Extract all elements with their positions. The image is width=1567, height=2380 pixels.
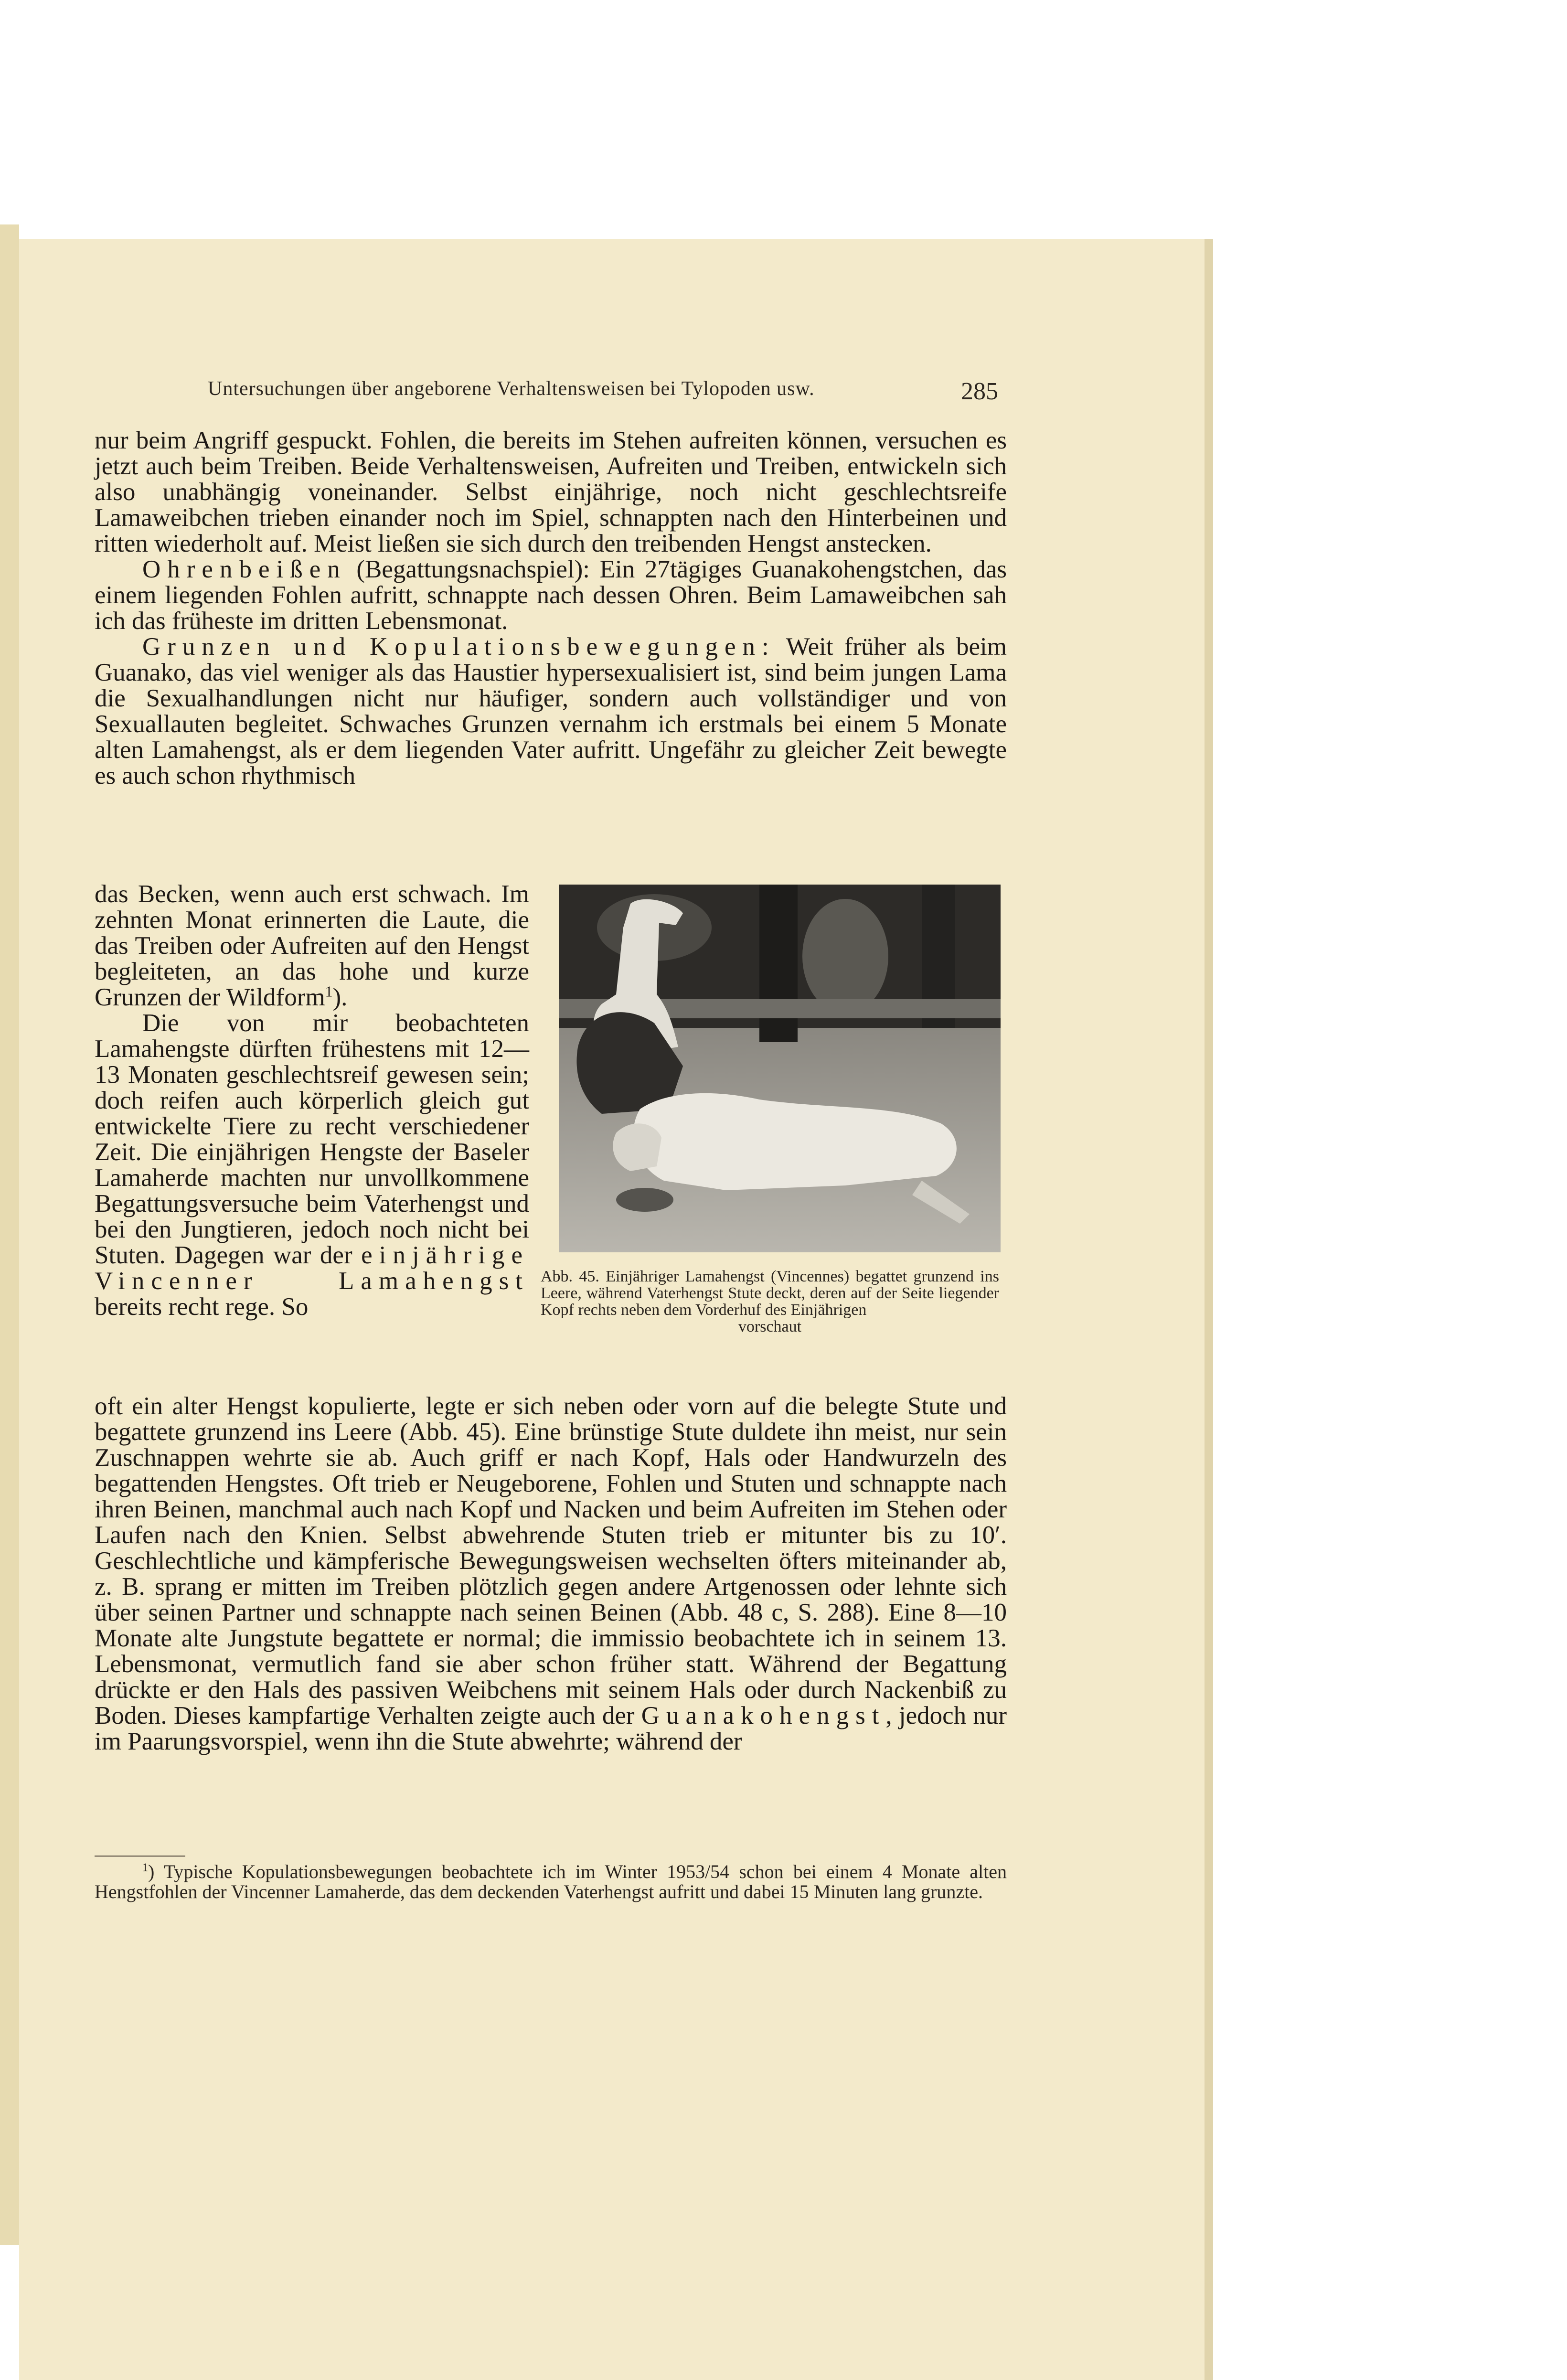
- term-vincenner-lamahengst: einjährige Vincenner Lamahengst: [95, 1241, 529, 1295]
- figure-caption-text: Abb. 45. Einjähriger Lamahengst (Vincennes) begattet grunzend ins Leere, während Vaterhengst Stute deckt, deren auf der Seite liegender Kopf rechts neben dem Vorderhuf des Einjährigen: [541, 1268, 999, 1319]
- figure-photo-llamas: [559, 885, 1001, 1252]
- footnote: [95, 1862, 1007, 1902]
- running-title: Untersuchungen über angeborene Verhaltensweisen bei Tylopoden usw.: [208, 378, 815, 400]
- body-text-beside-figure: [95, 881, 529, 1320]
- paragraph-grunzen-continued: [95, 881, 529, 1010]
- term-grunzen: Grunzen und Kopulationsbewegungen:: [142, 633, 776, 661]
- paragraph-aufreiten: nur beim Angriff gespuckt. Fohlen, die bereits im Stehen aufreiten können, versuchen es jetzt auch beim Treiben. Beide Verhaltensweisen, Aufreiten und Treiben, entwickeln sich also unabhängig voneinander. Selbst einjährige, noch nicht geschlechtsreife Lamaweibchen trieben einander noch im Spiel, schnappten nach den Hinterbeinen und ritten wiederholt auf. Meist ließen sie sich durch den treibenden Hengst anstecken.: [95, 427, 1007, 557]
- page-number: 285: [961, 378, 998, 405]
- footnote-body: ) Typische Kopulationsbewegungen beobachtete ich im Winter 1953/54 schon bei einem 4 Monate alten Hengstfohlen der Vincenner Lamaherde, das dem deckenden Vaterhengst aufritt und dabei 15 Minuten lang grunzte.: [95, 1861, 1007, 1902]
- figure-caption-last-line: vorschaut: [738, 1318, 802, 1335]
- footnote-divider: [95, 1856, 185, 1857]
- figure-caption: [541, 1268, 999, 1335]
- body-text-top: [95, 427, 1007, 789]
- paragraph-grunzen: [95, 634, 1007, 789]
- body-text-bottom: [95, 1393, 1007, 1754]
- footnote-reference: 1: [325, 983, 333, 1000]
- paragraph-ohrenbeissen: [95, 556, 1007, 634]
- paragraph-geschlechtsreife-continued: [95, 1393, 1007, 1754]
- footnote-reference-close: ).: [332, 983, 348, 1011]
- paragraph-geschlechtsreife-text: Die von mir beobachteten Lamahengste dürften frühestens mit 12—13 Monaten geschlechtsreif gewesen sein; doch reifen auch körperlich gleich gut entwickelte Tiere zu recht verschiedener Zeit. Die einjährigen Hengste der Baseler Lamaherde machten nur unvollkommene Begattungsversuche beim Vaterhengst und bei den Jungtieren, jedoch noch nicht bei Stuten. Dagegen war der: [95, 1009, 529, 1269]
- paragraph-geschlechtsreife: [95, 1010, 529, 1320]
- paragraph-grunzen-text: Weit früher als beim Guanako, das viel weniger als das Haustier hypersexualisiert ist, sind beim jungen Lama die Sexualhandlungen nicht nur häufiger, sondern auch vollständiger und von Sexuallauten begleitet. Schwaches Grunzen vernahm ich erstmals bei einem 5 Monate alten Lamahengst, als er dem liegenden Vater aufritt. Ungefähr zu gleicher Zeit bewegte es auch schon rhythmisch: [95, 633, 1007, 790]
- paragraph-continued-text: oft ein alter Hengst kopulierte, legte er sich neben oder vorn auf die belegte Stute und begattete grunzend ins Leere (Abb. 45). Eine brünstige Stute duldete ihn meist, nur sein Zuschnappen wehrte sie ab. Auch griff er nach Kopf, Hals oder Handwurzeln des begattenden Hengstes. Oft trieb er Neugeborene, Fohlen und Stuten und schnappte nach ihren Beinen, manchmal auch nach Kopf und Nacken und beim Aufreiten im Stehen oder Laufen nach den Knien. Selbst abwehrende Stuten trieb er mitunter bis zu 10′. Geschlechtliche und kämpferische Bewegungsweisen wechselten öfters miteinander ab, z. B. sprang er mitten im Treiben plötzlich gegen andere Artgenossen oder lehnte sich über seinen Partner und schnappte nach seinen Beinen (Abb. 48 c, S. 288). Eine 8—10 Monate alte Jungstute begattete er normal; die immissio beobachtete ich in seinem 13. Lebensmonat, vermutlich fand sie aber schon früher statt. Während der Begattung drückte er den Hals des passiven Weibchens mit seinem Hals oder durch Nackenbiß zu Boden. Dieses kampfartige Verhalten zeigte auch der: [95, 1392, 1007, 1729]
- footnote-mark: 1: [142, 1861, 148, 1874]
- paragraph-continued-end: , jedoch nur im Paarungsvorspiel, wenn ihn die Stute abwehrte; während der: [95, 1702, 1007, 1755]
- term-ohrenbeissen: Ohrenbeißen: [142, 555, 347, 583]
- adjacent-page-edge: [0, 224, 19, 2245]
- term-guanakohengst: Guanakohengst: [641, 1702, 886, 1729]
- llama-photo-illustration: [559, 885, 1001, 1252]
- paragraph-ohrenbeissen-text: (Begattungsnachspiel): Ein 27tägiges Guanakohengstchen, das einem liegenden Fohlen aufritt, schnappte nach dessen Ohren. Beim Lamaweibchen sah ich das früheste im dritten Lebensmonat.: [95, 555, 1007, 635]
- footnote-text: [95, 1862, 1007, 1902]
- paragraph-geschlechtsreife-end: bereits recht rege. So: [95, 1293, 309, 1321]
- paragraph-grunzen-continued-text: das Becken, wenn auch erst schwach. Im zehnten Monat erinnerten die Laute, die das Treiben oder Aufreiten auf den Hengst begleiteten, an das hohe und kurze Grunzen der Wildform: [95, 880, 529, 1011]
